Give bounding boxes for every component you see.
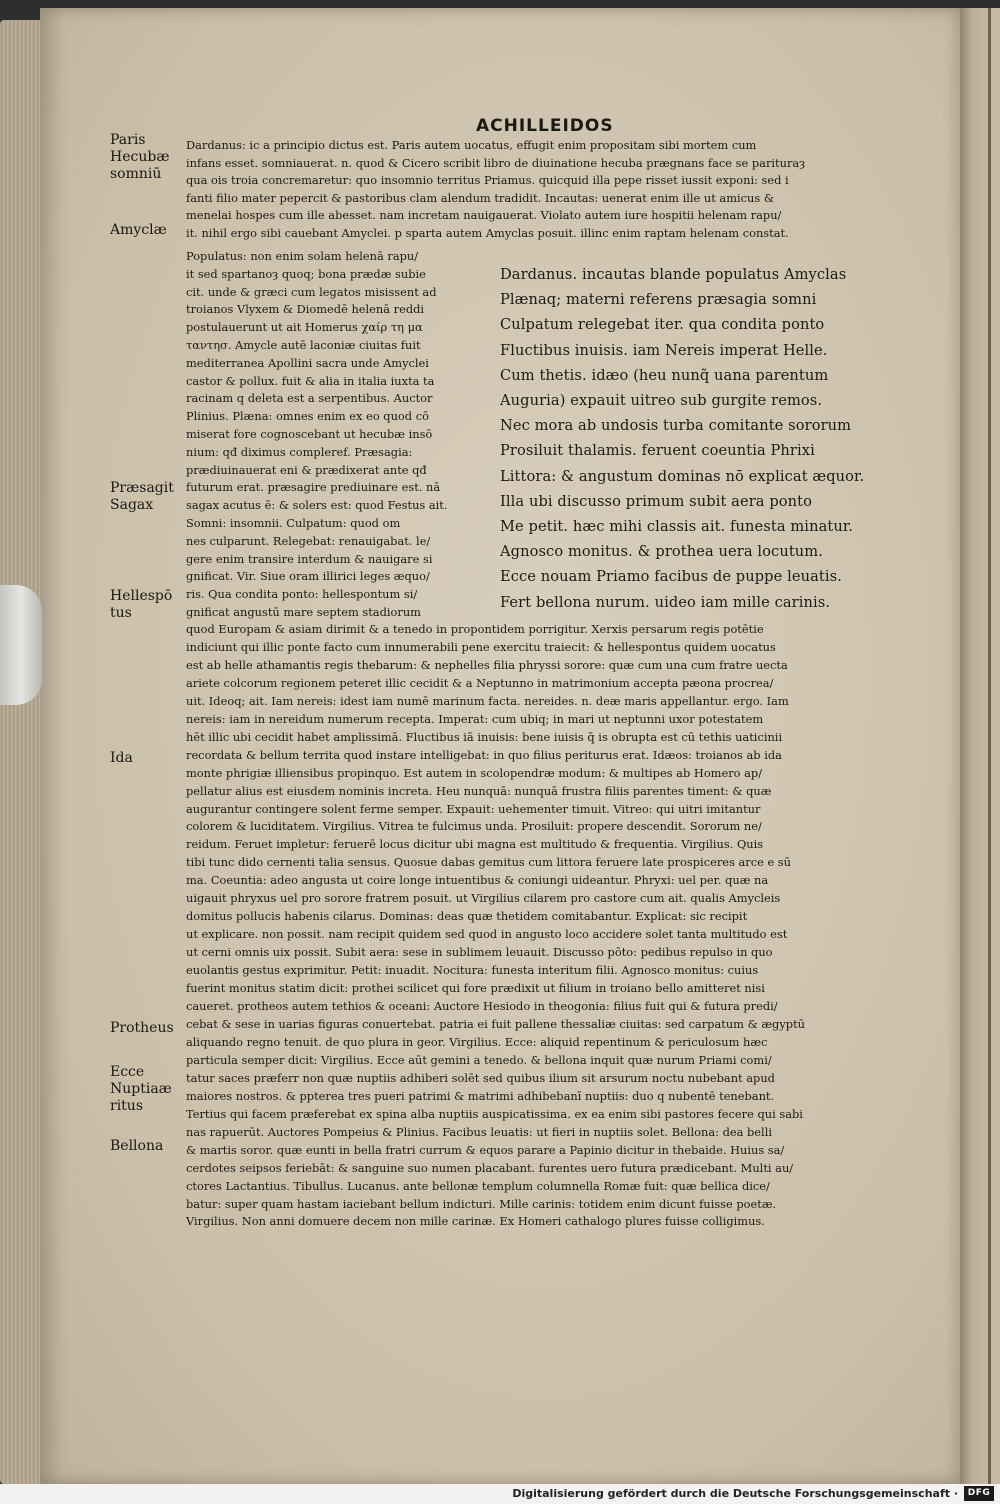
commentary-line: ma. Coeuntia: adeo angusta ut coire longe intuentibus & coniungi uideantur. Phryxi: uel per. quæ na	[186, 873, 769, 888]
margin-note-paris: Paris Hecubæ somniū	[110, 132, 170, 182]
margin-note-protheus: Protheus	[110, 1020, 174, 1036]
commentary-line: infans esset. somniauerat. n. quod & Cicero scribit libro de diuinatione hecuba prægnans face se parituraȝ	[186, 155, 806, 170]
verse-line: Fert bellona nurum. uideo iam mille carinis.	[500, 593, 831, 611]
commentary-line: quod Europam & asiam dirimit & a tenedo in propontidem porrigitur. Xerxis persarum regis potētie	[186, 622, 764, 636]
verse-line: Auguria) expauit uitreo sub gurgite remos.	[500, 392, 823, 410]
margin-note-amyclae: Amyclæ	[110, 222, 167, 238]
commentary-bottom	[186, 621, 914, 1231]
verse-line: Prosiluit thalamis. feruent coeuntia Phrixi	[500, 442, 815, 460]
commentary-line: fuerint monitus statim dicit: prothei scilicet qui fore prædixit ut filium in troiano bello amitteret nisi	[186, 981, 765, 996]
commentary-line: caueret. protheos autem tethios & oceani: Auctore Hesiodo in theogonia: filius fuit qui & futura predi/	[186, 999, 778, 1014]
commentary-line: cerdotes seipsos feriebāt: & sanguine suo numen placabant. furentes uero futura prædicebant. Multi au/	[186, 1160, 794, 1175]
commentary-line: postulauerunt ut ait Homerus χαίρ τη μα	[186, 320, 423, 335]
commentary-line: it sed spartanoȝ quoq; bona prædæ subie	[186, 266, 426, 281]
verse-line: Ecce nouam Priamo facibus de puppe leuatis.	[500, 568, 842, 586]
commentary-line: batur: super quam hastam iaciebant bellum indicturi. Mille carinis: totidem enim dicunt fuisse poetæ.	[186, 1196, 777, 1211]
commentary-line: pellatur alius est eiusdem nominis increta. Heu nunquā: nunquā frustra filiis parentes timent: & quæ	[186, 783, 772, 798]
commentary-line: racinam q deleta est a serpentibus. Auctor	[186, 391, 433, 406]
margin-note-hellespontus: Hellespō tus	[110, 588, 173, 621]
margin-note-bellona: Bellona	[110, 1138, 164, 1154]
commentary-line: ris. Qua condita ponto: hellespontum si/	[186, 587, 418, 602]
commentary-line: Tertius qui facem præferebat ex spina alba nuptiis auspicatissima. ex ea enim sibi pastores fecere qui sabi	[186, 1106, 803, 1121]
verse-line: Littora: & angustum dominas nō explicat æquor.	[500, 467, 865, 485]
verse-line: Dardanus. incautas blande populatus Amyclas	[500, 266, 847, 283]
commentary-line: est ab helle athamantis regis thebarum: & nephelles filia phryssi sorore: quæ cum una cum fratre uecta	[186, 657, 788, 672]
verse-line: Culpatum relegebat iter. qua condita ponto	[500, 316, 825, 334]
funding-notice: Digitalisierung gefördert durch die Deutsche Forschungsgemeinschaft ·	[512, 1487, 958, 1500]
commentary-line: nereis: iam in nereidum numerum recepta. Imperat: cum ubiq; in mari ut neptunni uxor potestatem	[186, 711, 764, 726]
commentary-line: castor & pollux. fuit & alia in italia iuxta ta	[186, 373, 435, 388]
commentary-line: ctores Lactantius. Tibullus. Lucanus. ante bellonæ templum columnella Romæ fuit: quæ bellica dice/	[186, 1178, 770, 1193]
commentary-line: nes culparunt. Relegebat: renauigabat. le/	[186, 533, 431, 548]
right-page-edge	[960, 8, 1000, 1484]
commentary-line: & martis soror. quæ eunti in bella fratri currum & equos parare a Papinio dicitur in thebaide. Huius sa/	[186, 1142, 785, 1157]
commentary-line: ut explicare. non possit. nam recipit quidem sed quod in angusto loco accidere solet tanta multitudo est	[186, 927, 788, 942]
commentary-line: colorem & luciditatem. Virgilius. Vitrea te fulcimus unda. Prosiluit: propere descendit. Sororum ne/	[186, 819, 762, 834]
commentary-line: euolantis gestus exprimitur. Petit: inuadit. Nocitura: funesta interitum filii. Agnosco monitus: cuius	[186, 963, 759, 978]
commentary-line: ut cerni omnis uix possit. Subit aera: sese in sublimem leuauit. Discusso pōto: pedibus repulso in quo	[186, 945, 773, 960]
verse-line: Fluctibus inuisis. iam Nereis imperat Helle.	[500, 341, 828, 359]
commentary-line: ariete colcorum regionem peteret illic cecidit & a Neptunno in matrimonium accepta pæona procrea/	[186, 675, 774, 690]
commentary-line: ταντησ. Amycle autē laconiæ ciuitas fuit	[186, 337, 421, 352]
commentary-left-column	[186, 248, 492, 622]
commentary-line: tibi tunc dido cernenti talia sensus. Quosue dabas gemitus cum littora feruere late prospiceres arce e sū	[186, 855, 791, 870]
commentary-line: miserat fore cognoscebant ut hecubæ insō	[186, 426, 433, 441]
commentary-line: Plinius. Plæna: omnes enim ex eo quod cō	[186, 409, 429, 424]
verse-line: Illa ubi discusso primum subit aera ponto	[500, 492, 812, 510]
commentary-top	[186, 137, 912, 243]
commentary-line: maiores nostros. & pptereа tres pueri patrimi & matrimi adhibebanī nuptiis: duo q nubentē tenebant.	[186, 1088, 775, 1103]
commentary-line: augurantur contingere solent ferme semper. Expauit: uehementer timuit. Vitreo: qui uitri imitantur	[186, 801, 761, 816]
commentary-line: cit. unde & græci cum legatos misissent ad	[186, 284, 437, 299]
commentary-line: nium: qđ diximus compleref. Præsagia:	[186, 444, 413, 459]
left-page-edges	[0, 20, 40, 1484]
commentary-line: it. nihil ergo sibi cauebant Amyclei. p sparta autem Amyclas posuit. illinc enim raptam helenam constat.	[186, 225, 789, 240]
commentary-line: reidum. Feruet impletur: feruerē locus dicitur ubi magna est multitudo & frequentia. Virgilius. Quis	[186, 837, 764, 852]
footer-bar	[0, 1484, 1000, 1504]
commentary-line: Dardanus: ic a principio dictus est. Paris autem uocatus, effugit enim propositam sibi mortem cum	[186, 138, 757, 152]
verse-line: Agnosco monitus. & prothea uera locutum.	[500, 543, 823, 561]
commentary-line: recordata & bellum territa quod instare intelligebat: in quo filius periturus erat. Idæos: troianos ab ida	[186, 747, 782, 762]
commentary-line: qua ois troia concremaretur: quo insomnio territus Priamus. quicquid illa pepe risset iussit exponi: sed i	[186, 173, 789, 188]
commentary-line: aliquando regno tenuit. de quo plura in geor. Virgilius. Ecce: aliquid repentinum & periculosum hæc	[186, 1034, 768, 1049]
commentary-line: troianos Vlyxem & Diomedē helenā reddi	[186, 302, 425, 317]
verse-line: Nec mora ab undosis turba comitante sororum	[500, 417, 852, 435]
verse-block	[500, 262, 912, 615]
margin-note-ecce: Ecce Nuptiaæ ritus	[110, 1064, 172, 1114]
commentary-line: Somni: insomnii. Culpatum: quod om	[186, 515, 401, 530]
commentary-line: hēt illic ubi cecidit habet amplissimā. Fluctibus iā inuisis: bene iuisis q̃ is obrupta est cū tethis uaticinii	[186, 729, 783, 744]
verse-line: Cum thetis. idæo (heu nunq̃ uana parentum	[500, 366, 829, 384]
margin-note-ida: Ida	[110, 750, 133, 766]
commentary-line: fanti filio mater pepercit & pastoribus clam alendum tradidit. Incautas: uenerat enim ille ut amicus &	[186, 190, 774, 205]
commentary-line: domitus pollucis habenis cilarus. Dominas: deas quæ thetidem comitabantur. Explicat: sic recipit	[186, 909, 748, 924]
book-clasp	[0, 585, 42, 705]
dfg-logo: DFG	[964, 1486, 994, 1501]
commentary-line: monte phrigiæ illiensibus propinquo. Est autem in scolopendræ modum: & multipes ab Homero ap/	[186, 765, 763, 780]
commentary-line: mediterranea Apollini sacra unde Amyclei	[186, 355, 429, 370]
commentary-line: uit. Ideoq; ait. Iam nereis: idest iam numē marinum facta. nereides. n. deæ maris appellantur. ergo. Iam	[186, 693, 789, 708]
commentary-line: sagax acutus ē: & solers est: quod Festus ait.	[186, 498, 448, 513]
commentary-line: gnificat angustū mare septem stadiorum	[186, 604, 421, 619]
commentary-line: gnificat. Vir. Siue oram illirici leges æquo/	[186, 569, 430, 584]
commentary-line: menelai hospes cum ille abesset. nam incretam nauigauerat. Violato autem iure hospitii helenam rapu/	[186, 208, 782, 223]
commentary-line: Virgilius. Non anni domuere decem non mille carinæ. Ex Homeri cathalogo plures fuisse colligimus.	[186, 1214, 765, 1229]
commentary-line: gere enim transire interdum & nauigare si	[186, 551, 433, 566]
margin-note-praesagit: Præsagit Sagax	[110, 480, 174, 513]
verse-line: Me petit. hæc mihi classis ait. funesta minatur.	[500, 518, 854, 536]
commentary-line: nas rapuerūt. Auctores Pompeius & Plinius. Facibus leuatis: ut fieri in nuptiis solet. Bellona: dea belli	[186, 1124, 772, 1139]
page-fold-line	[988, 8, 991, 1484]
running-header: ACHILLEIDOS	[476, 116, 614, 136]
commentary-line: cebat & sese in uarias figuras conuertebat. patria ei fuit pallene thessaliæ ciuitas: sed carpatum & ægyptū	[186, 1016, 805, 1031]
verse-line: Plænaq; materni referens præsagia somni	[500, 291, 817, 309]
commentary-line: uigauit phryxus uel pro sorore fratrem posuit. ut Virgilius cilarem pro castore cum ait. qualis Amycleis	[186, 891, 781, 906]
commentary-line: indiciunt qui illic ponte facto cum innumerabili pene exercitu traiecit: & hellespontus quidem uocatus	[186, 639, 776, 654]
commentary-line: Populatus: non enim solam helenā rapu/	[186, 249, 419, 263]
commentary-line: futurum erat. præsagire prediuinare est. nā	[186, 480, 441, 495]
commentary-line: particula semper dicit: Virgilius. Ecce aūt gemini a tenedo. & bellona inquit quæ nurum Priami comi/	[186, 1052, 772, 1067]
commentary-line: tatur saces præferr non quæ nuptiis adhiberi solēt sed quibus ilium sit arsurum noctu nubebant apud	[186, 1070, 775, 1085]
commentary-line: prædiuinauerat eni & prædixerat ante qđ	[186, 462, 427, 477]
